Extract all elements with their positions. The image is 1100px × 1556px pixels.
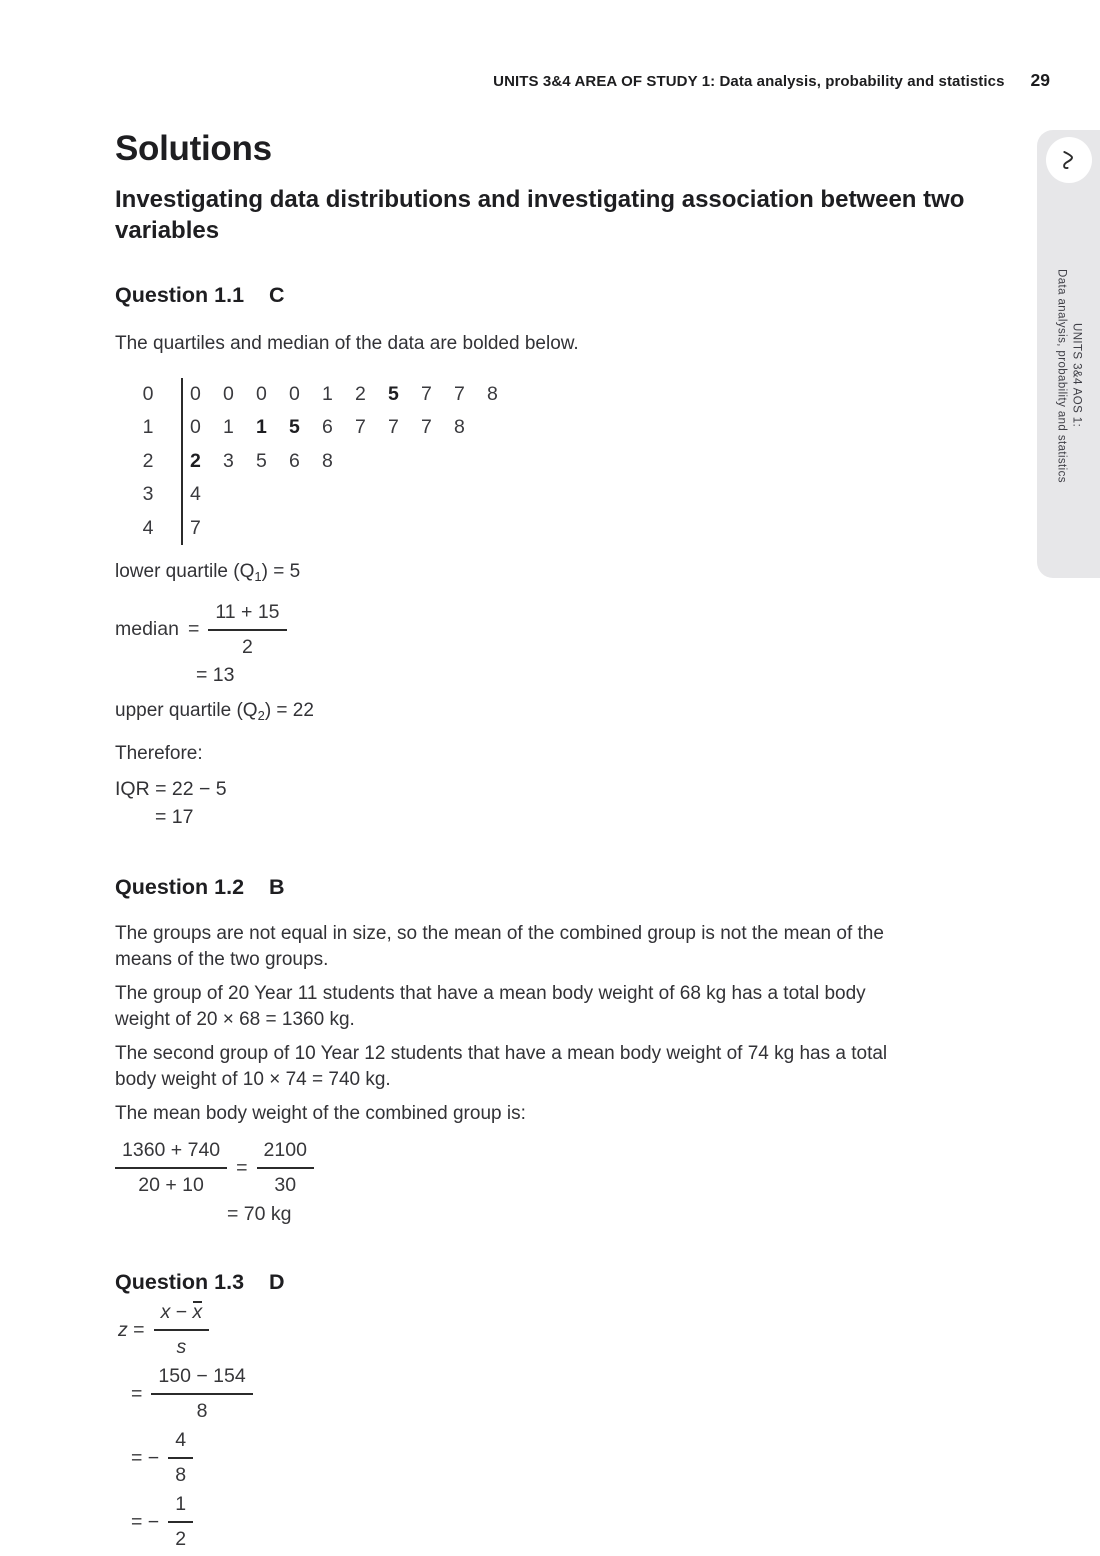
leaf-values	[181, 445, 355, 479]
q12-para4: The mean body weight of the combined group is:	[115, 1102, 526, 1124]
leaf-value: 7	[454, 382, 465, 405]
therefore-line: Therefore:	[115, 743, 203, 764]
z-step-1: z = $\frac{x - x}{s}$	[118, 1301, 1005, 1359]
leaf-value: 5	[289, 416, 300, 439]
iqr-line1: IQR = 22 − 5	[115, 777, 227, 800]
leaf-value: 0	[256, 382, 267, 405]
median-label: median	[115, 618, 179, 640]
q11-intro: The quartiles and median of the data are bolded below.	[115, 333, 579, 354]
leaf-value: 3	[223, 449, 234, 472]
section-title: UNITS 3&4 AREA OF STUDY 1: Data analysis, probability and statistics	[493, 73, 1005, 90]
stem-leaf-row	[115, 411, 1005, 445]
z-step-2: = $\frac{150 - 154}{8}$	[131, 1365, 1005, 1423]
leaf-value: 5	[388, 382, 399, 405]
leaf-value: 4	[190, 483, 201, 506]
stem-leaf-row	[115, 445, 1005, 479]
chapter-subtitle: Investigating data distributions and investigating association between two variables	[115, 186, 965, 244]
leaf-value: 1	[223, 416, 234, 439]
leaf-value: 7	[421, 416, 432, 439]
tab-label-line1: UNITS 3&4 AOS 1:	[1070, 323, 1083, 428]
fraction-2: $\frac{2100}{30}$	[257, 1139, 314, 1197]
stem-leaf-row	[115, 478, 1005, 512]
question-1-3-heading	[115, 1270, 1005, 1295]
leaf-value: 7	[190, 516, 201, 539]
stem-leaf-row	[115, 378, 1005, 412]
stem-value: 3	[142, 483, 154, 506]
leaf-value: 1	[322, 382, 333, 405]
tab-label-line2: Data analysis, probability and statistics	[1055, 268, 1068, 483]
leaf-value: 2	[355, 382, 366, 405]
leaf-value: 8	[454, 416, 465, 439]
calc-result: = 70 kg	[227, 1203, 292, 1225]
stem-value: 1	[142, 416, 154, 439]
leaf-values	[181, 411, 487, 445]
q12-para3: The second group of 10 Year 12 students that have a mean body weight of 74 kg has a total body weight of 10 × 74 = 740 kg.	[115, 1042, 888, 1090]
q12-para2: The group of 20 Year 11 students that have a mean body weight of 68 kg has a total body weight of 20 × 68 = 1360 kg.	[115, 982, 866, 1030]
leaf-value: 0	[190, 416, 201, 439]
median-result: = 13	[196, 663, 235, 686]
z-score-calculation	[115, 1301, 1005, 1551]
tab-label-wrap	[1054, 183, 1084, 578]
leaf-value: 0	[223, 382, 234, 405]
leaf-value: 6	[322, 416, 333, 439]
equals-sign: =	[236, 1156, 248, 1179]
leaf-value: 2	[190, 449, 201, 472]
leaf-value: 6	[289, 449, 300, 472]
stem-leaf-row	[115, 512, 1005, 546]
leaf-values	[181, 378, 520, 412]
chapter-side-tab	[1037, 130, 1100, 578]
answer-letter: D	[269, 1270, 285, 1294]
z-step-3: = − $\frac{4}{8}$	[131, 1429, 1005, 1487]
equals-sign: =	[187, 618, 200, 640]
answer-letter: C	[269, 283, 285, 307]
upper-quartile-line: upper quartile $(Q_2) = 22$	[115, 699, 314, 723]
leaf-value: 1	[256, 416, 267, 439]
mean-weight-calculation	[115, 1139, 1005, 1226]
question-number: Question 1.2	[115, 874, 245, 899]
z-fraction: $\frac{x - x}{s}$	[154, 1301, 210, 1359]
median-fraction: $\frac{11 + 15}{2}$	[208, 601, 286, 659]
main-content	[115, 130, 1005, 1551]
question-1-2-heading	[115, 875, 1005, 900]
page-title: Solutions	[115, 129, 272, 168]
q12-para1: The groups are not equal in size, so the mean of the combined group is not the mean of the means of the two groups.	[115, 922, 884, 970]
answer-letter: B	[269, 874, 285, 899]
leaf-value: 7	[355, 416, 366, 439]
stem-value: 0	[142, 382, 154, 405]
question-number: Question 1.1	[115, 283, 245, 307]
median-calculation	[115, 601, 1005, 687]
leaf-values	[181, 478, 223, 512]
next-chevron-button[interactable]	[1046, 137, 1092, 183]
leaf-value: 5	[256, 449, 267, 472]
page-header	[493, 70, 1050, 91]
iqr-line2: = 17	[155, 805, 194, 828]
question-1-1-heading	[115, 283, 1005, 308]
stem-value: 4	[142, 516, 154, 539]
leaf-value: 8	[322, 449, 333, 472]
lower-quartile-line: lower quartile $(Q_1) = 5$	[115, 561, 301, 584]
stem-leaf-plot	[115, 378, 1005, 546]
question-number: Question 1.3	[115, 1270, 245, 1294]
leaf-value: 8	[487, 382, 498, 405]
leaf-value: 7	[421, 382, 432, 405]
tab-label	[1054, 269, 1084, 483]
fraction-1: $\frac{1360 + 740}{20 + 10}$	[115, 1139, 227, 1197]
leaf-values	[181, 512, 223, 546]
z-step-4: = − $\frac{1}{2}$	[131, 1493, 1005, 1551]
leaf-value: 0	[289, 382, 300, 405]
page-number: 29	[1030, 70, 1050, 90]
stem-value: 2	[142, 449, 154, 472]
leaf-value: 7	[388, 416, 399, 439]
leaf-value: 0	[190, 382, 201, 405]
chevron-right-icon	[1054, 145, 1084, 175]
